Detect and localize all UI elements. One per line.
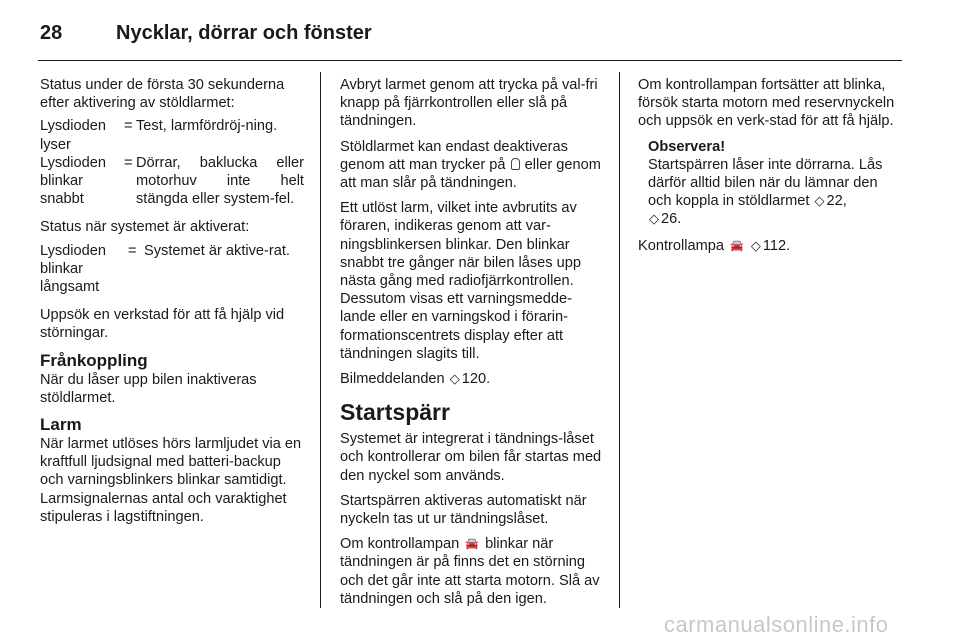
- page-reference-icon: ◇: [649, 211, 659, 227]
- workshop-text: Uppsök en verkstad för att få hjälp vid störningar.: [40, 307, 285, 342]
- status-table-2: [40, 242, 304, 297]
- status-description: Systemet är aktive-rat.: [144, 242, 290, 259]
- bilmeddelanden-page: 120.: [461, 371, 491, 388]
- triggered-alarm-text: Ett utlöst larm, vilket inte avbrutits av föraren, indikeras genom att var-ningsblinkersen blinkar. Den blinkar snabbt tre gånger när bilen låses upp nästa gång med radiofjärrkontrollen. Dessutom visas ett varningsmedde-lande eller en varningskod i förarin-formationscentrets display efter att tändningen slagits till.: [340, 200, 581, 362]
- note-page-1: 22,: [826, 193, 847, 210]
- column-divider-1: [320, 72, 321, 608]
- equals-sign: =: [124, 118, 133, 135]
- table-row: [40, 117, 304, 153]
- note-box: [638, 138, 904, 229]
- equals-sign: =: [124, 154, 133, 171]
- deactivate-text: [340, 138, 604, 193]
- frankoppling-text: När du låser upp bilen inaktiveras stöldlarmet.: [40, 371, 257, 406]
- unlock-key-icon: [511, 158, 520, 170]
- lamp-text-start: Om kontrollampan: [340, 536, 460, 553]
- lamp-ref: [638, 237, 904, 255]
- heading-larm: Larm: [40, 415, 82, 435]
- heading-frankoppling: Frånkoppling: [40, 350, 148, 370]
- page-title: Nycklar, dörrar och fönster: [116, 21, 372, 44]
- table-row: [40, 242, 304, 297]
- column-3: [638, 76, 904, 262]
- note-body: [648, 156, 904, 229]
- status-table-1: [40, 117, 304, 208]
- auto-activation-text: Startspärren aktiveras automatiskt när nyckeln tas ut ur tändningslåset.: [340, 492, 587, 528]
- column-1: [40, 76, 304, 533]
- status-description: Test, larmfördröj-ning.: [136, 118, 278, 135]
- continue-blink-text: Om kontrollampan fortsätter att blinka, försök starta motorn med reservnyckeln och uppsök en verk-stad för att få hjälp.: [638, 77, 895, 130]
- heading-startsparr: Startspärr: [340, 399, 450, 426]
- lamp-page: 112.: [762, 237, 791, 254]
- status-intro: Status under de första 30 sekunderna efter aktivering av stöldlarmet:: [40, 77, 285, 112]
- larm-text: När larmet utlöses hörs larmljudet via en kraftfull ljudsignal med batteri-backup och varningsblinkers blinkar samtidigt. Larmsignalernas antal och varaktighet stipuleras i lagstiftningen.: [40, 436, 302, 525]
- note-text: Startspärren låser inte dörrarna. Lås därför alltid bilen när du lämnar den och koppla in stöldlarmet: [648, 156, 883, 210]
- immobilizer-lamp-icon: 🚘: [730, 239, 744, 252]
- status-active-intro: Status när systemet är aktiverat:: [40, 219, 250, 236]
- page-reference-icon: ◇: [449, 371, 460, 387]
- page-header: [40, 18, 372, 48]
- deactivate-text-end: eller genom att man slår på tändningen.: [340, 156, 601, 192]
- note-title: Observera!: [648, 138, 726, 155]
- integrated-text: Systemet är integrerat i tändnings-låset och kontrollerar om bilen får startas med den nyckel som används.: [340, 431, 602, 484]
- column-2: [340, 76, 604, 615]
- status-description: Dörrar, baklucka eller motorhuv inte helt stängda eller system-fel.: [136, 154, 304, 208]
- status-state: Lysdioden blinkar snabbt: [40, 154, 106, 208]
- table-row: [40, 154, 304, 209]
- column-divider-2: [619, 72, 620, 608]
- lamp-blink-text: [340, 535, 604, 608]
- immobilizer-lamp-icon: 🚘: [465, 538, 479, 551]
- lamp-text-end: blinkar när tändningen är på finns det en störning och det går inte att starta motorn. Slå av tändningen och slå på den igen.: [340, 536, 600, 607]
- page-reference-icon: ◇: [814, 193, 825, 209]
- equals-sign: =: [128, 242, 137, 259]
- page-reference-icon: ◇: [750, 237, 761, 253]
- bilmeddelanden-label: Bilmeddelanden: [340, 371, 445, 388]
- page-number: 28: [40, 21, 63, 44]
- header-rule: [38, 60, 902, 61]
- deactivate-text-start: Stöldlarmet kan endast deaktiveras genom att man trycker på: [340, 138, 568, 173]
- status-state: Lysdioden lyser: [40, 118, 106, 153]
- lamp-label: Kontrollampa: [638, 237, 724, 254]
- note-page-2: 26.: [661, 211, 682, 228]
- status-state: Lysdioden blinkar långsamt: [40, 242, 106, 296]
- bilmeddelanden-ref: [340, 370, 604, 388]
- abort-text: Avbryt larmet genom att trycka på val-fri knapp på fjärrkontrollen eller slå på tändningen.: [340, 77, 598, 130]
- watermark: carmanualsonline.info: [664, 612, 889, 637]
